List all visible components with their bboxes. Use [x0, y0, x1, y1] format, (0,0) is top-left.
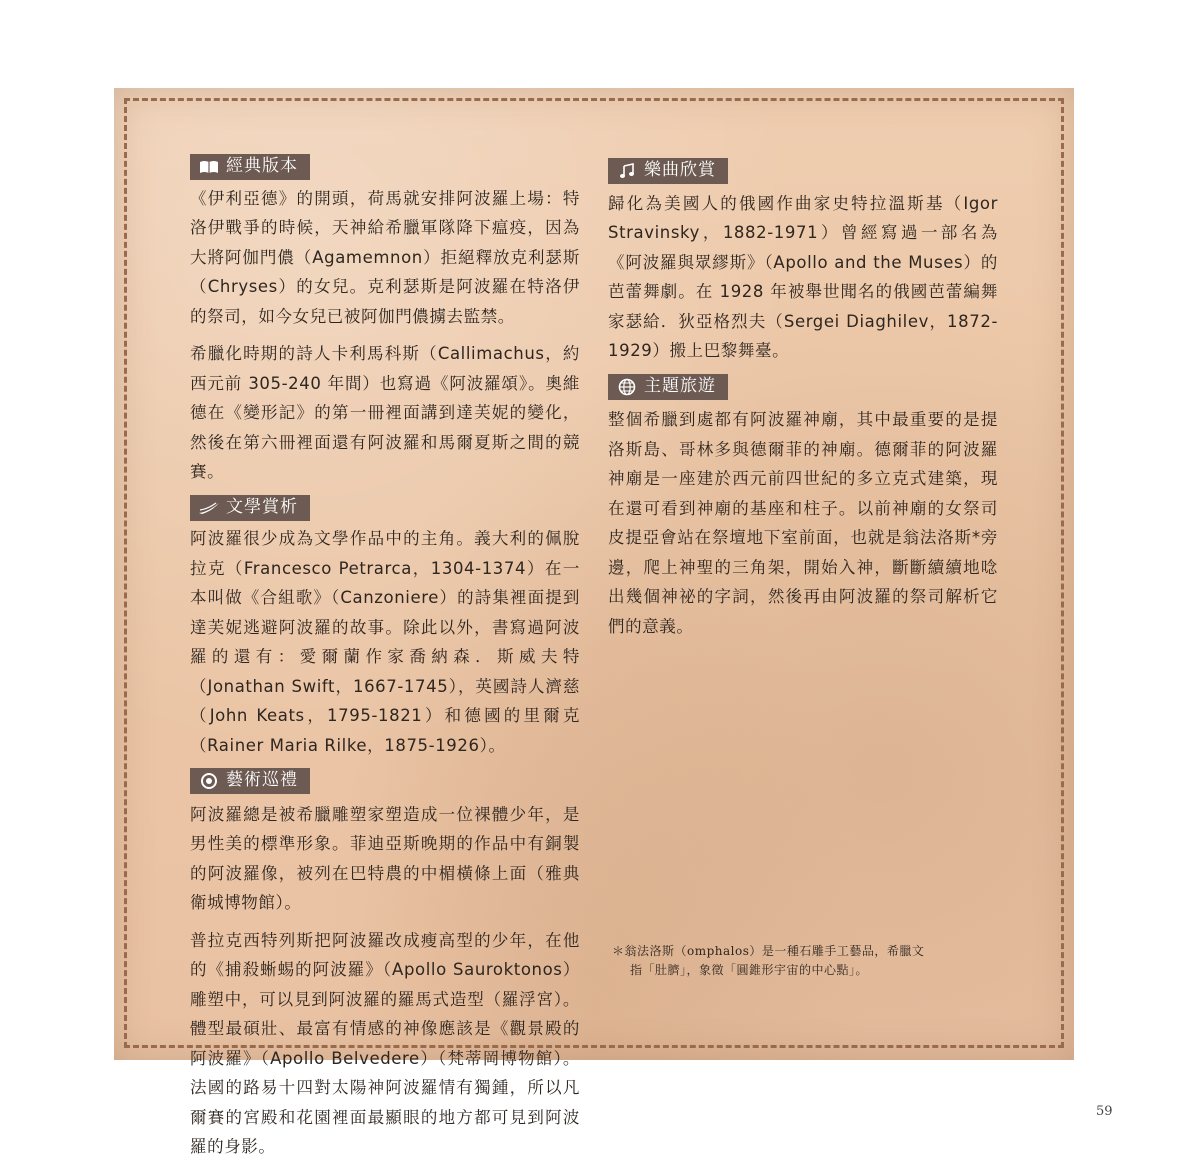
travel-paragraph-1: 整個希臘到處都有阿波羅神廟，其中最重要的是提洛斯島、哥林多與德爾菲的神廟。德爾菲的阿波羅神廟是一座建於西元前四世紀的多立克式建築，現在還可看到神廟的基座和柱子。以前神廟的女祭司皮提亞會站在祭壇地下室前面，也就是翁法洛斯*旁邊，爬上神聖的三角架，開始入神，斷斷續續地唸出幾個神祕的字詞，然後再由阿波羅的祭司解析它們的意義。 [608, 410, 998, 636]
footnote-line-2: 指「肚臍」，象徵「圓錐形宇宙的中心點」。 [630, 963, 869, 977]
literature-paragraph-1: 阿波羅很少成為文學作品中的主角。義大利的佩脫拉克（Francesco Petrarca，1304-1374）在一本叫做《合組歌》（Canzoniere）的詩集裡面提到達芙妮逃避阿波羅的故事。除此以外，書寫過阿波羅的還有：愛爾蘭作家喬納森．斯威夫特（Jonathan Swift，1667-1745），英國詩人濟慈（John Keats，1795-1821）和德國的里爾克（Rainer Maria Rilke，1875-1926）。 [190, 529, 580, 755]
info-panel [114, 88, 1074, 1156]
section-title-music: 樂曲欣賞 [644, 160, 716, 181]
eye-icon [198, 771, 220, 791]
section-title-art: 藝術巡禮 [226, 770, 298, 791]
classic-paragraph-1: 《伊利亞德》的開頭，荷馬就安排阿波羅上場：特洛伊戰爭的時候，天神給希臘軍隊降下瘟疫，因為大將阿伽門儂（Agamemnon）拒絕釋放克利瑟斯（Chryses）的女兒。克利瑟斯是阿波羅在特洛伊的祭司，如今女兒已被阿伽門儂擄去監禁。 [190, 188, 580, 326]
dashed-border-left [124, 98, 127, 1048]
art-paragraph-2: 普拉克西特列斯把阿波羅改成瘦高型的少年，在他的《捕殺蜥蜴的阿波羅》（Apollo Sauroktonos）雕塑中，可以見到阿波羅的羅馬式造型（羅浮宮）。體型最碩壯、最富有情感的神像應該是《觀景殿的阿波羅》（Apollo Belvedere）（梵蒂岡博物館）。法國的路易十四對太陽神阿波羅情有獨鍾，所以凡爾賽的宮殿和花園裡面最顯眼的地方都可見到阿波羅的身影。 [190, 930, 580, 1156]
section-heading-music [608, 158, 728, 184]
section-heading-art [190, 768, 310, 794]
section-heading-travel [608, 374, 728, 400]
page-number: 59 [1096, 1104, 1113, 1119]
globe-icon [616, 377, 638, 397]
section-heading-classic [190, 154, 310, 180]
quill-icon [198, 498, 220, 518]
section-title-literature: 文學賞析 [226, 496, 298, 517]
dashed-border-top [124, 98, 1064, 101]
section-title-travel: 主題旅遊 [644, 375, 716, 396]
dashed-border-right [1061, 98, 1064, 1048]
book-icon [198, 157, 220, 177]
footnote-line-1: ＊翁法洛斯（omphalos）是一種石雕手工藝品，希臘文 [612, 944, 925, 958]
classic-paragraph-2: 希臘化時期的詩人卡利馬科斯（Callimachus，約西元前 305-240 年間）也寫過《阿波羅頌》。奧維德在《變形記》的第一冊裡面講到達芙妮的變化，然後在第六冊裡面還有阿波羅和馬爾夏斯之間的競賽。 [190, 344, 580, 481]
footnote [612, 942, 1007, 980]
art-paragraph-1: 阿波羅總是被希臘雕塑家塑造成一位裸體少年，是男性美的標準形象。菲迪亞斯晚期的作品中有銅製的阿波羅像，被列在巴特農的中楣橫條上面（雅典衛城博物館）。 [190, 804, 580, 912]
music-note-icon [616, 161, 638, 181]
section-title-classic: 經典版本 [226, 156, 298, 177]
section-heading-literature [190, 495, 310, 521]
right-column [608, 158, 998, 649]
left-column [190, 154, 580, 1170]
music-paragraph-1: 歸化為美國人的俄國作曲家史特拉溫斯基（Igor Stravinsky，1882-1971）曾經寫過一部名為《阿波羅與眾繆斯》（Apollo and the Muses）的芭蕾舞劇。在 1928 年被舉世聞名的俄國芭蕾編舞家瑟給．狄亞格烈夫（Sergei Diaghilev，1872-1929）搬上巴黎舞臺。 [608, 193, 998, 360]
